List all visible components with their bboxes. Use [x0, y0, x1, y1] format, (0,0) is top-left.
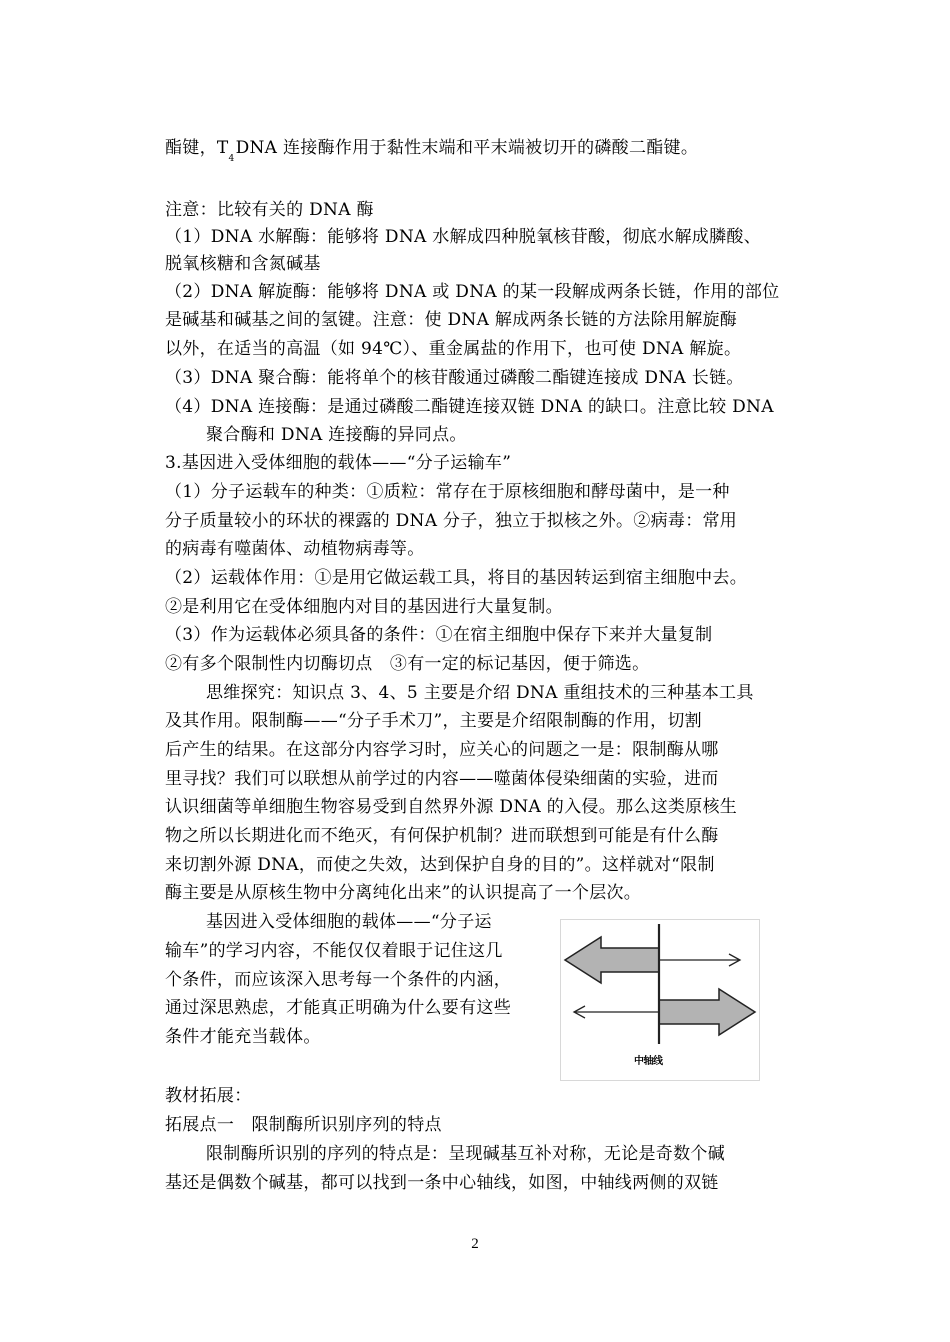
paragraph-line: 思维探究：知识点 3、4、5 主要是介绍 DNA 重组技术的三种基本工具 — [206, 683, 754, 703]
paragraph-line: 是碱基和碱基之间的氢键。注意：使 DNA 解成两条长链的方法除用解旋酶 — [165, 310, 738, 330]
note-heading: 注意：比较有关的 DNA 酶 — [165, 200, 374, 220]
paragraph-line: （2）DNA 解旋酶：能够将 DNA 或 DNA 的某一段解成两条长链，作用的部位 — [165, 282, 780, 302]
paragraph-line: 限制酶所识别的序列的特点是：呈现碱基互补对称，无论是奇数个碱 — [206, 1144, 725, 1164]
paragraph-line: 通过深思熟虑，才能真正明确为什么要有这些 — [165, 998, 511, 1018]
paragraph-line: 脱氧核糖和含氮碱基 — [165, 254, 321, 274]
paragraph-line: 酶主要是从原核生物中分离纯化出来”的认识提高了一个层次。 — [165, 883, 642, 903]
page-number: 2 — [471, 1236, 479, 1252]
text-span: 酯键，T — [165, 138, 229, 158]
paragraph-line: 后产生的结果。在这部分内容学习时，应关心的问题之一是：限制酶从哪 — [165, 740, 719, 760]
paragraph-line: 基因进入受体细胞的载体——“分子运 — [206, 912, 492, 932]
subscript: 4 — [228, 154, 235, 164]
section-heading: 教材拓展： — [165, 1086, 252, 1106]
paragraph-line: 物之所以长期进化而不绝灭，有何保护机制？进而联想到可能是有什么酶 — [165, 826, 719, 846]
paragraph-line: 个条件，而应该深入思考每一个条件的内涵， — [165, 970, 511, 990]
paragraph-line: （1）DNA 水解酶：能够将 DNA 水解成四种脱氧核苷酸，彻底水解成膦酸、 — [165, 227, 761, 247]
paragraph-line — [165, 136, 787, 163]
paragraph-line: 基还是偶数个碱基，都可以找到一条中心轴线，如图，中轴线两侧的双链 — [165, 1173, 719, 1193]
axis-label: 中轴线 — [634, 1056, 663, 1067]
central-axis-figure — [560, 919, 760, 1081]
paragraph-line: 里寻找？我们可以联想从前学过的内容——噬菌体侵染细菌的实验，进而 — [165, 769, 719, 789]
paragraph-line: 分子质量较小的环状的裸露的 DNA 分子，独立于拟核之外。②病毒：常用 — [165, 511, 738, 531]
paragraph-line: ②是利用它在受体细胞内对目的基因进行大量复制。 — [165, 597, 563, 617]
paragraph-line: （1）分子运载车的种类：①质粒：常存在于原核细胞和酵母菌中，是一种 — [165, 482, 730, 502]
paragraph-line: （4）DNA 连接酶：是通过磷酸二酯键连接双链 DNA 的缺口。注意比较 DNA — [165, 397, 774, 417]
paragraph-line: 认识细菌等单细胞生物容易受到自然界外源 DNA 的入侵。那么这类原核生 — [165, 797, 738, 817]
section-heading: 3.基因进入受体细胞的载体——“分子运输车” — [165, 453, 512, 473]
paragraph-line: 以外，在适当的高温（如 94℃）、重金属盐的作用下，也可使 DNA 解旋。 — [165, 339, 742, 359]
paragraph-line: （3）DNA 聚合酶：能将单个的核苷酸通过磷酸二酯键连接成 DNA 长链。 — [165, 368, 744, 388]
paragraph-line: 聚合酶和 DNA 连接酶的异同点。 — [206, 425, 467, 445]
paragraph-line: 来切割外源 DNA，而使之失效，达到保护自身的目的”。这样就对“限制 — [165, 855, 715, 875]
paragraph-line: 及其作用。限制酶——“分子手术刀”，主要是介绍限制酶的作用，切割 — [165, 711, 702, 731]
text-span: DNA 连接酶作用于黏性末端和平末端被切开的磷酸二酯键。 — [235, 138, 699, 158]
left-thick-arrow — [565, 937, 659, 983]
paragraph-line: （3）作为运载体必须具备的条件：①在宿主细胞中保存下来并大量复制 — [165, 625, 713, 645]
paragraph-line: ②有多个限制性内切酶切点 ③有一定的标记基因，便于筛选。 — [165, 654, 650, 674]
paragraph-line: 条件才能充当载体。 — [165, 1027, 321, 1047]
section-heading: 拓展点一 限制酶所识别序列的特点 — [165, 1115, 442, 1135]
paragraph-line: 输车”的学习内容，不能仅仅着眼于记住这几 — [165, 941, 503, 961]
right-thick-arrow — [659, 989, 755, 1035]
paragraph-line: 的病毒有噬菌体、动植物病毒等。 — [165, 539, 425, 559]
paragraph-line: （2）运载体作用：①是用它做运载工具，将目的基因转运到宿主细胞中去。 — [165, 568, 748, 588]
